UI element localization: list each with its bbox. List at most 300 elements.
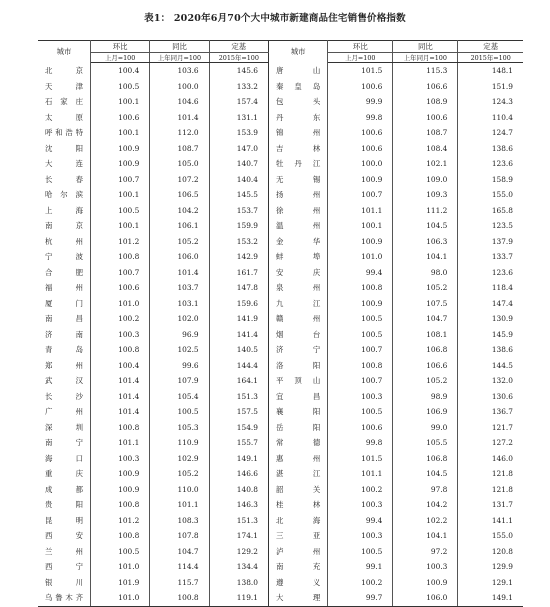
yoy-cell: 104.2: [393, 497, 458, 513]
city-cell: 九江: [268, 296, 327, 312]
city-cell: 扬州: [268, 187, 327, 203]
base-cell: 124.3: [491, 97, 513, 107]
yoy-cell: 108.4: [393, 141, 458, 157]
yoy-cell: 110.9: [150, 435, 209, 451]
column-header-city: 城市: [38, 41, 90, 63]
base-cell: 123.6: [491, 267, 513, 277]
base-cell: 148.1: [491, 66, 513, 76]
column-header-mom: 环比: [90, 41, 149, 53]
column-header-base: 定基: [209, 41, 268, 53]
table-row: [38, 94, 523, 110]
city-cell: 长沙: [38, 389, 90, 405]
city-cell: 湛江: [268, 466, 327, 482]
table-row: [38, 420, 523, 436]
city-cell: 济宁: [268, 342, 327, 358]
base-cell: 141.1: [491, 515, 513, 525]
yoy-cell: 104.7: [150, 544, 209, 560]
yoy-cell: 98.9: [393, 389, 458, 405]
mom-cell: 100.5: [90, 544, 149, 560]
base-cell: 145.9: [491, 329, 513, 339]
city-cell: 西宁: [38, 559, 90, 575]
city-cell: 襄阳: [268, 404, 327, 420]
table-row: [38, 141, 523, 157]
yoy-cell: 105.2: [393, 373, 458, 389]
yoy-cell: 104.5: [393, 466, 458, 482]
table-row: [38, 575, 523, 591]
yoy-cell: 100.0: [150, 79, 209, 95]
city-cell: 广州: [38, 404, 90, 420]
yoy-cell: 107.2: [150, 172, 209, 188]
city-cell: 烟台: [268, 327, 327, 343]
city-cell: 泸州: [268, 544, 327, 560]
mom-cell: 100.9: [90, 466, 149, 482]
yoy-cell: 104.7: [393, 311, 458, 327]
yoy-cell: 106.9: [393, 404, 458, 420]
mom-cell: 100.4: [90, 63, 149, 79]
yoy-cell: 110.0: [150, 482, 209, 498]
city-cell: 桂林: [268, 497, 327, 513]
yoy-cell: 107.9: [150, 373, 209, 389]
mom-cell: 100.7: [90, 172, 149, 188]
yoy-cell: 115.3: [393, 63, 458, 79]
mom-cell: 101.0: [90, 559, 149, 575]
city-cell: 北京: [38, 63, 90, 79]
base-cell: 149.1: [209, 451, 268, 467]
mom-cell: 100.6: [90, 110, 149, 126]
base-cell: 159.6: [209, 296, 268, 312]
city-cell: 锦州: [268, 125, 327, 141]
base-cell: 130.9: [491, 314, 513, 324]
base-cell: 121.7: [491, 422, 513, 432]
table-row: [38, 218, 523, 234]
mom-cell: 100.0: [328, 156, 393, 172]
base-cell: 140.7: [209, 156, 268, 172]
city-cell: 洛阳: [268, 358, 327, 374]
mom-cell: 101.4: [90, 373, 149, 389]
table-row: [38, 497, 523, 513]
mom-cell: 100.1: [328, 218, 393, 234]
mom-cell: 100.1: [90, 218, 149, 234]
base-cell: 121.8: [491, 469, 513, 479]
mom-cell: 101.5: [328, 451, 393, 467]
base-cell: 133.2: [209, 79, 268, 95]
mom-cell: 100.8: [328, 280, 393, 296]
city-cell: 韶关: [268, 482, 327, 498]
city-cell: 太原: [38, 110, 90, 126]
yoy-cell: 102.0: [150, 311, 209, 327]
city-cell: 温州: [268, 218, 327, 234]
city-cell: 合肥: [38, 265, 90, 281]
city-cell: 三亚: [268, 528, 327, 544]
base-cell: 137.9: [491, 236, 513, 246]
city-cell: 天津: [38, 79, 90, 95]
base-cell: 130.6: [491, 391, 513, 401]
city-cell: 徐州: [268, 203, 327, 219]
yoy-cell: 102.2: [393, 513, 458, 529]
base-cell: 161.7: [209, 265, 268, 281]
table-row: [38, 435, 523, 451]
city-cell: 北海: [268, 513, 327, 529]
mom-cell: 100.9: [328, 234, 393, 250]
base-cell: 129.9: [491, 562, 513, 572]
table-row: [38, 280, 523, 296]
table-row: [38, 156, 523, 172]
table-row: [38, 125, 523, 141]
mom-cell: 100.7: [328, 373, 393, 389]
mom-cell: 101.1: [90, 435, 149, 451]
yoy-cell: 104.1: [393, 528, 458, 544]
mom-cell: 100.2: [90, 311, 149, 327]
city-cell: 岳阳: [268, 420, 327, 436]
base-cell: 123.6: [491, 159, 513, 169]
city-cell: 泉州: [268, 280, 327, 296]
base-cell: 151.3: [209, 513, 268, 529]
base-cell: 132.0: [491, 376, 513, 386]
table-row: [38, 528, 523, 544]
city-cell: 海口: [38, 451, 90, 467]
table-title: 表1： 2020年6月70个大中城市新建商品住宅销售价格指数: [144, 13, 406, 24]
column-header-yoy: 同比: [150, 41, 209, 53]
city-cell: 呼和浩特: [38, 125, 90, 141]
yoy-cell: 100.8: [150, 590, 209, 606]
city-cell: 杭州: [38, 234, 90, 250]
yoy-cell: 108.9: [393, 94, 458, 110]
yoy-cell: 105.2: [150, 234, 209, 250]
base-cell: 140.4: [209, 172, 268, 188]
base-cell: 174.1: [209, 528, 268, 544]
table-row: [38, 404, 523, 420]
table-row: [38, 373, 523, 389]
yoy-cell: 106.8: [393, 342, 458, 358]
city-cell: 无锡: [268, 172, 327, 188]
city-cell: 遵义: [268, 575, 327, 591]
base-cell: 151.9: [491, 81, 513, 91]
city-cell: 贵阳: [38, 497, 90, 513]
mom-cell: 101.9: [90, 575, 149, 591]
base-cell: 154.9: [209, 420, 268, 436]
city-cell: 上海: [38, 203, 90, 219]
city-cell: 蚌埠: [268, 249, 327, 265]
table-row: [38, 265, 523, 281]
mom-cell: 100.5: [328, 311, 393, 327]
yoy-cell: 106.1: [150, 218, 209, 234]
mom-cell: 100.8: [90, 342, 149, 358]
base-cell: 147.8: [209, 280, 268, 296]
yoy-cell: 107.8: [150, 528, 209, 544]
mom-cell: 100.9: [328, 296, 393, 312]
yoy-cell: 104.2: [150, 203, 209, 219]
yoy-cell: 102.1: [393, 156, 458, 172]
city-cell: 厦门: [38, 296, 90, 312]
base-cell: 145.6: [209, 63, 268, 79]
yoy-cell: 103.6: [150, 63, 209, 79]
mom-cell: 100.6: [328, 79, 393, 95]
base-cell: 141.4: [209, 327, 268, 343]
yoy-cell: 115.7: [150, 575, 209, 591]
mom-cell: 101.5: [328, 63, 393, 79]
city-cell: 郑州: [38, 358, 90, 374]
city-cell: 南充: [268, 559, 327, 575]
yoy-cell: 108.3: [150, 513, 209, 529]
base-cell: 123.5: [491, 221, 513, 231]
mom-cell: 100.3: [328, 528, 393, 544]
yoy-cell: 102.5: [150, 342, 209, 358]
column-base-yoy: 上年同月=100: [150, 53, 209, 63]
mom-cell: 100.8: [90, 528, 149, 544]
base-cell: 131.7: [491, 500, 513, 510]
base-cell: 121.8: [491, 484, 513, 494]
base-cell: 157.4: [209, 94, 268, 110]
base-cell: 147.4: [491, 298, 513, 308]
column-base-2015: 2015年=100: [458, 53, 523, 63]
city-cell: 石家庄: [38, 94, 90, 110]
mom-cell: 100.9: [90, 156, 149, 172]
yoy-cell: 106.6: [393, 79, 458, 95]
column-base-yoy: 上年同月=100: [393, 53, 458, 63]
base-cell: 136.7: [491, 407, 513, 417]
yoy-cell: 103.1: [150, 296, 209, 312]
city-cell: 牡丹江: [268, 156, 327, 172]
base-cell: 145.5: [209, 187, 268, 203]
city-cell: 吉林: [268, 141, 327, 157]
mom-cell: 100.6: [90, 280, 149, 296]
mom-cell: 100.8: [90, 497, 149, 513]
city-cell: 金华: [268, 234, 327, 250]
yoy-cell: 108.1: [393, 327, 458, 343]
mom-cell: 100.2: [328, 575, 393, 591]
table-row: [38, 559, 523, 575]
mom-cell: 100.8: [90, 420, 149, 436]
base-cell: 146.6: [209, 466, 268, 482]
mom-cell: 100.5: [90, 79, 149, 95]
base-cell: 151.3: [209, 389, 268, 405]
mom-cell: 100.1: [90, 94, 149, 110]
column-base-2015: 2015年=100: [209, 53, 268, 63]
yoy-cell: 108.7: [150, 141, 209, 157]
city-cell: 昆明: [38, 513, 90, 529]
column-header-city: 城市: [268, 41, 327, 63]
city-cell: 赣州: [268, 311, 327, 327]
mom-cell: 100.1: [90, 187, 149, 203]
base-cell: 138.0: [209, 575, 268, 591]
city-cell: 重庆: [38, 466, 90, 482]
yoy-cell: 104.6: [150, 94, 209, 110]
base-cell: 118.4: [491, 283, 513, 293]
mom-cell: 101.2: [90, 234, 149, 250]
mom-cell: 100.5: [328, 404, 393, 420]
base-cell: 146.0: [491, 453, 513, 463]
mom-cell: 100.5: [328, 544, 393, 560]
table-row: [38, 590, 523, 606]
city-cell: 惠州: [268, 451, 327, 467]
mom-cell: 100.3: [328, 497, 393, 513]
city-cell: 兰州: [38, 544, 90, 560]
base-cell: 153.7: [209, 203, 268, 219]
yoy-cell: 101.1: [150, 497, 209, 513]
price-index-table: [38, 40, 523, 607]
base-cell: 138.6: [491, 143, 513, 153]
yoy-cell: 105.2: [393, 280, 458, 296]
city-cell: 常德: [268, 435, 327, 451]
yoy-cell: 106.3: [393, 234, 458, 250]
city-cell: 沈阳: [38, 141, 90, 157]
base-cell: 155.0: [491, 531, 513, 541]
yoy-cell: 100.9: [393, 575, 458, 591]
mom-cell: 100.1: [90, 125, 149, 141]
yoy-cell: 109.0: [393, 172, 458, 188]
table-row: [38, 327, 523, 343]
column-base-mom: 上月=100: [328, 53, 393, 63]
mom-cell: 100.8: [90, 249, 149, 265]
base-cell: 142.9: [209, 249, 268, 265]
mom-cell: 100.9: [90, 141, 149, 157]
yoy-cell: 111.2: [393, 203, 458, 219]
mom-cell: 100.7: [328, 187, 393, 203]
yoy-cell: 101.4: [150, 265, 209, 281]
yoy-cell: 105.2: [150, 466, 209, 482]
base-cell: 144.4: [209, 358, 268, 374]
base-cell: 140.8: [209, 482, 268, 498]
yoy-cell: 107.5: [393, 296, 458, 312]
table-row: [38, 358, 523, 374]
table-row: [38, 110, 523, 126]
base-cell: 164.1: [209, 373, 268, 389]
yoy-cell: 102.9: [150, 451, 209, 467]
base-cell: 138.6: [491, 345, 513, 355]
mom-cell: 100.5: [90, 203, 149, 219]
city-cell: 大连: [38, 156, 90, 172]
column-header-mom: 环比: [328, 41, 393, 53]
base-cell: 120.8: [491, 546, 513, 556]
yoy-cell: 105.5: [393, 435, 458, 451]
city-cell: 大理: [268, 590, 327, 606]
base-cell: 157.5: [209, 404, 268, 420]
table-row: [38, 311, 523, 327]
mom-cell: 99.1: [328, 559, 393, 575]
city-cell: 平顶山: [268, 373, 327, 389]
mom-cell: 99.9: [328, 94, 393, 110]
yoy-cell: 105.3: [150, 420, 209, 436]
yoy-cell: 106.0: [393, 590, 458, 606]
mom-cell: 100.6: [328, 125, 393, 141]
base-cell: 159.9: [209, 218, 268, 234]
mom-cell: 100.3: [90, 451, 149, 467]
table-row: [38, 482, 523, 498]
city-cell: 秦皇岛: [268, 79, 327, 95]
yoy-cell: 112.0: [150, 125, 209, 141]
city-cell: 唐山: [268, 63, 327, 79]
city-cell: 济南: [38, 327, 90, 343]
yoy-cell: 100.5: [150, 404, 209, 420]
base-cell: 153.9: [209, 125, 268, 141]
base-cell: 165.8: [491, 205, 513, 215]
yoy-cell: 103.7: [150, 280, 209, 296]
column-header-yoy: 同比: [393, 41, 458, 53]
base-cell: 155.0: [491, 190, 513, 200]
mom-cell: 100.7: [328, 342, 393, 358]
city-cell: 丹东: [268, 110, 327, 126]
city-cell: 福州: [38, 280, 90, 296]
yoy-cell: 104.1: [393, 249, 458, 265]
base-cell: 158.9: [491, 174, 513, 184]
table-row: [38, 466, 523, 482]
city-cell: 宁波: [38, 249, 90, 265]
table-row: [38, 451, 523, 467]
column-base-mom: 上月=100: [90, 53, 149, 63]
city-cell: 长春: [38, 172, 90, 188]
yoy-cell: 106.0: [150, 249, 209, 265]
table-body: [38, 63, 523, 607]
yoy-cell: 99.6: [150, 358, 209, 374]
mom-cell: 100.3: [328, 389, 393, 405]
table-row: [38, 172, 523, 188]
base-cell: 133.7: [491, 252, 513, 262]
table-row: [38, 296, 523, 312]
mom-cell: 101.4: [90, 404, 149, 420]
yoy-cell: 106.5: [150, 187, 209, 203]
mom-cell: 100.4: [90, 358, 149, 374]
mom-cell: 101.4: [90, 389, 149, 405]
mom-cell: 99.4: [328, 265, 393, 281]
city-cell: 银川: [38, 575, 90, 591]
city-cell: 成都: [38, 482, 90, 498]
yoy-cell: 106.8: [393, 451, 458, 467]
table-row: [38, 63, 523, 79]
mom-cell: 100.9: [90, 482, 149, 498]
table-row: [38, 389, 523, 405]
mom-cell: 100.6: [328, 420, 393, 436]
base-cell: 147.0: [209, 141, 268, 157]
city-cell: 乌鲁木齐: [38, 590, 90, 606]
table-row: [38, 79, 523, 95]
base-cell: 155.7: [209, 435, 268, 451]
table-row: [38, 342, 523, 358]
mom-cell: 100.6: [328, 141, 393, 157]
base-cell: 119.1: [209, 590, 268, 606]
table-row: [38, 234, 523, 250]
base-cell: 129.1: [491, 577, 513, 587]
yoy-cell: 109.3: [393, 187, 458, 203]
yoy-cell: 101.4: [150, 110, 209, 126]
mom-cell: 99.8: [328, 110, 393, 126]
yoy-cell: 97.8: [393, 482, 458, 498]
yoy-cell: 114.4: [150, 559, 209, 575]
base-cell: 131.1: [209, 110, 268, 126]
base-cell: 144.5: [491, 360, 513, 370]
table-row: [38, 544, 523, 560]
mom-cell: 99.4: [328, 513, 393, 529]
table-row: [38, 187, 523, 203]
base-cell: 134.4: [209, 559, 268, 575]
yoy-cell: 105.0: [150, 156, 209, 172]
mom-cell: 101.1: [328, 466, 393, 482]
city-cell: 包头: [268, 94, 327, 110]
base-cell: 110.4: [491, 112, 513, 122]
mom-cell: 100.3: [90, 327, 149, 343]
yoy-cell: 100.6: [393, 110, 458, 126]
yoy-cell: 99.0: [393, 420, 458, 436]
city-cell: 南宁: [38, 435, 90, 451]
mom-cell: 100.9: [328, 172, 393, 188]
mom-cell: 101.1: [328, 203, 393, 219]
mom-cell: 100.2: [328, 482, 393, 498]
city-cell: 西安: [38, 528, 90, 544]
city-cell: 南昌: [38, 311, 90, 327]
base-cell: 141.9: [209, 311, 268, 327]
city-cell: 武汉: [38, 373, 90, 389]
table-row: [38, 513, 523, 529]
mom-cell: 100.7: [90, 265, 149, 281]
